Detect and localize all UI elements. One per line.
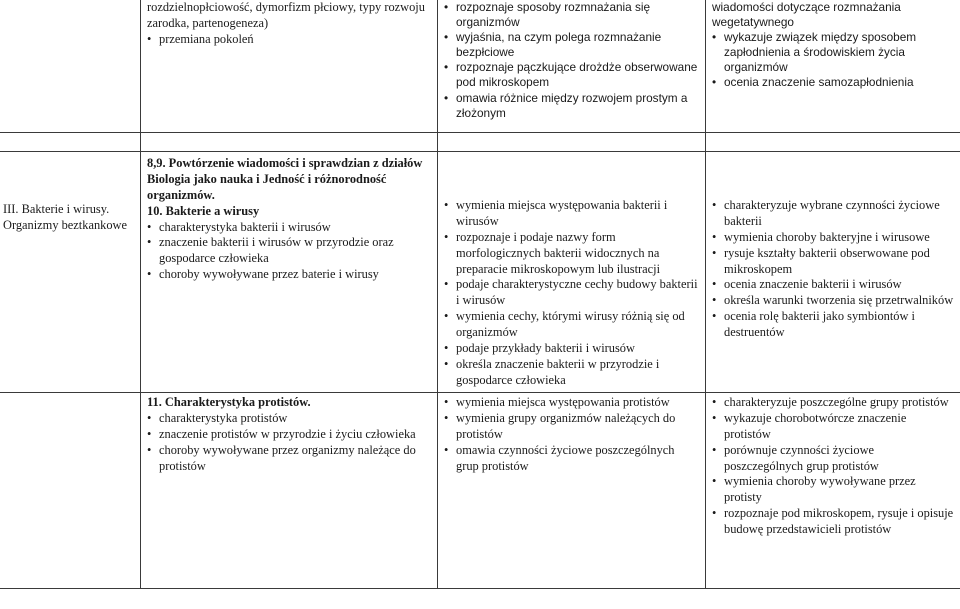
list-item: • wymienia miejsca występowania bakterii i wirusów bbox=[444, 198, 699, 230]
list-item: • podaje charakterystyczne cechy budowy bakterii i wirusów bbox=[444, 277, 699, 309]
basic-requirements-list bbox=[444, 0, 699, 121]
list-item: • wyjaśnia, na czym polega rozmnażanie bezpłciowe bbox=[444, 30, 699, 60]
list-item: • rozpoznaje pod mikroskopem, rysuje i opisuje budowę przedstawicieli protistów bbox=[712, 506, 954, 538]
list-item: • omawia różnice między rozwojem prostym a złożonym bbox=[444, 91, 699, 121]
list-item: • omawia czynności życiowe poszczególnych grup protistów bbox=[444, 443, 699, 475]
table-row bbox=[0, 393, 960, 589]
list-item: • określa znaczenie bakterii w przyrodzie i gospodarce człowieka bbox=[444, 357, 699, 389]
content-list bbox=[147, 411, 431, 475]
basic-requirements-cell bbox=[438, 393, 706, 589]
list-item: • znaczenie bakterii i wirusów w przyrodzie oraz gospodarce człowieka bbox=[147, 235, 431, 267]
lesson-heading: 10. Bakterie a wirusy bbox=[147, 203, 260, 218]
lesson-heading: 11. Charakterystyka protistów. bbox=[147, 395, 311, 409]
lesson-heading: 8,9. Powtórzenie wiadomości i sprawdzian z działów Biologia jako nauka i Jedność i różnorodność organizmów. bbox=[147, 156, 423, 202]
list-item: • choroby wywoływane przez organizmy należące do protistów bbox=[147, 443, 431, 475]
basic-requirements-cell bbox=[438, 152, 706, 393]
list-item: • znaczenie protistów w przyrodzie i życiu człowieka bbox=[147, 427, 431, 443]
list-item: • przemiana pokoleń bbox=[147, 32, 431, 48]
content-cell bbox=[141, 152, 438, 393]
extended-requirements-cell bbox=[706, 152, 960, 393]
list-item: • ocenia rolę bakterii jako symbiontów i destruentów bbox=[712, 309, 954, 341]
content-list bbox=[147, 220, 431, 284]
list-item: • wymienia cechy, którymi wirusy różnią się od organizmów bbox=[444, 309, 699, 341]
list-item: • rozpoznaje sposoby rozmnażania się organizmów bbox=[444, 0, 699, 30]
list-item: • wymienia miejsca występowania protistów bbox=[444, 395, 699, 411]
list-item: • wykazuje związek między sposobem zapłodnienia a środowiskiem życia organizmów bbox=[712, 30, 954, 75]
section-cell bbox=[0, 393, 141, 589]
extended-requirements-cell bbox=[706, 0, 960, 133]
content-cell bbox=[141, 0, 438, 133]
list-item: • podaje przykłady bakterii i wirusów bbox=[444, 341, 699, 357]
basic-requirements-list bbox=[444, 198, 699, 389]
list-item: • charakteryzuje poszczególne grupy protistów bbox=[712, 395, 954, 411]
list-item: • wykazuje chorobotwórcze znaczenie protistów bbox=[712, 411, 954, 443]
extended-requirements-list bbox=[712, 0, 954, 91]
basic-requirements-list bbox=[444, 395, 699, 474]
section-cell bbox=[0, 152, 141, 393]
list-item: • rozpoznaje pączkujące drożdże obserwowane pod mikroskopem bbox=[444, 60, 699, 90]
list-item: • charakteryzuje wybrane czynności życiowe bakterii bbox=[712, 198, 954, 230]
list-item: • wymienia grupy organizmów należących do protistów bbox=[444, 411, 699, 443]
content-cell bbox=[141, 393, 438, 589]
content-list bbox=[147, 0, 431, 48]
list-item: rozdzielnopłciowość, dymorfizm płciowy, typy rozwoju zarodka, partenogeneza) bbox=[147, 0, 425, 30]
list-item: • wymienia choroby wywoływane przez protisty bbox=[712, 474, 954, 506]
list-item: • ocenia znaczenie samozapłodnienia bbox=[712, 75, 954, 90]
table-row bbox=[0, 0, 960, 133]
list-item: • charakterystyka bakterii i wirusów bbox=[147, 220, 431, 236]
list-item: • wymienia choroby bakteryjne i wirusowe bbox=[712, 230, 954, 246]
section-title: III. Bakterie i wirusy. Organizmy beztkankowe bbox=[3, 202, 127, 232]
table-spacer-row bbox=[0, 133, 960, 152]
list-item: • choroby wywoływane przez baterie i wirusy bbox=[147, 267, 431, 283]
list-item: • charakterystyka protistów bbox=[147, 411, 431, 427]
list-item: • porównuje czynności życiowe poszczególnych grup protistów bbox=[712, 443, 954, 475]
section-cell bbox=[0, 0, 141, 133]
basic-requirements-cell bbox=[438, 0, 706, 133]
table-row bbox=[0, 152, 960, 393]
list-item: • rysuje kształty bakterii obserwowane pod mikroskopem bbox=[712, 246, 954, 278]
extended-requirements-list bbox=[712, 395, 954, 538]
list-item: wiadomości dotyczące rozmnażania wegetatywnego bbox=[712, 0, 901, 30]
list-item: • ocenia znaczenie bakterii i wirusów bbox=[712, 277, 954, 293]
extended-requirements-cell bbox=[706, 393, 960, 589]
list-item: • rozpoznaje i podaje nazwy form morfologicznych bakterii widocznych na preparacie mikroskopowym lub ilustracji bbox=[444, 230, 699, 278]
list-item: • określa warunki tworzenia się przetrwalników bbox=[712, 293, 954, 309]
extended-requirements-list bbox=[712, 198, 954, 341]
